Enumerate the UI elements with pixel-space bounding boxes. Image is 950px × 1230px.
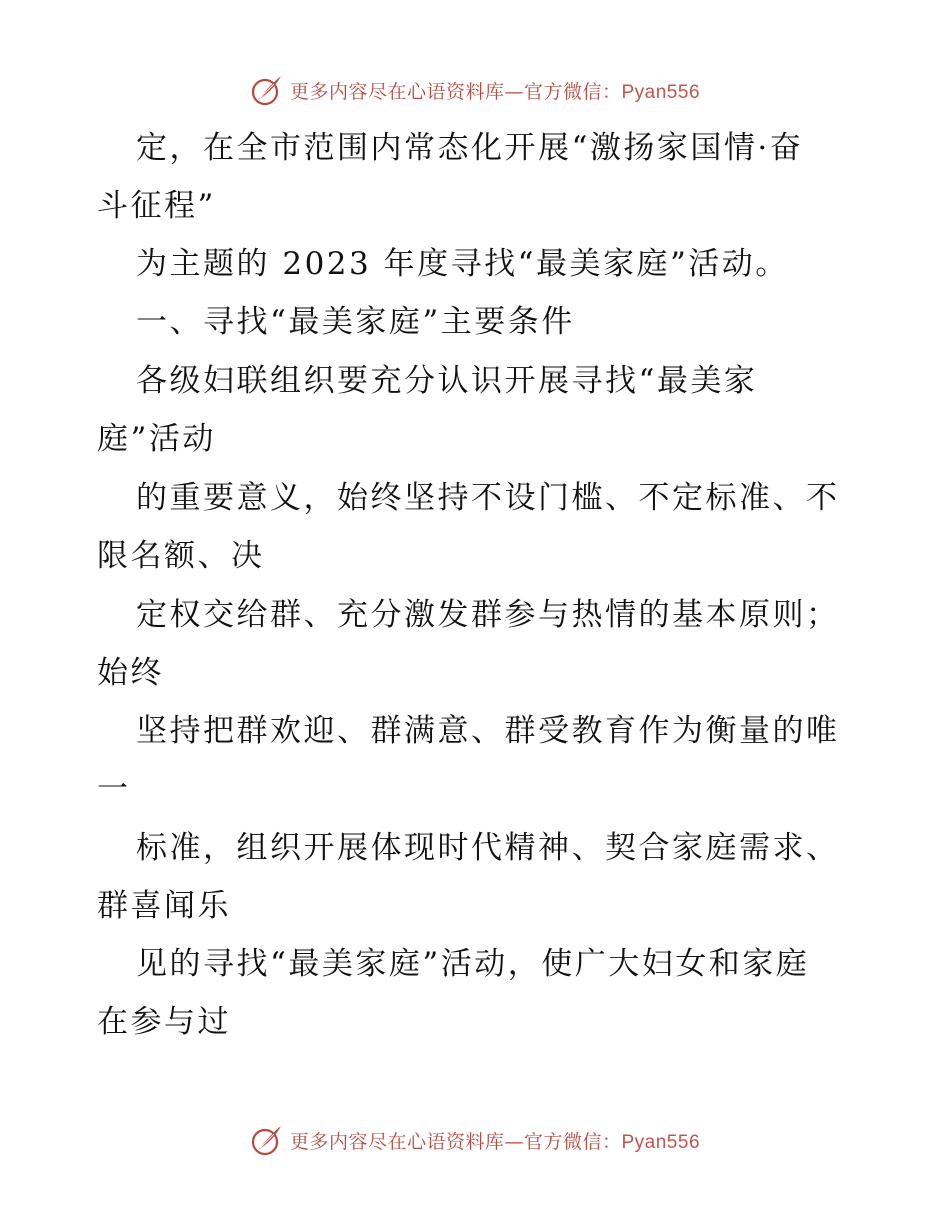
watermark-text: 更多内容尽在心语资料库—官方微信：Pyan556	[289, 80, 701, 103]
header-watermark	[0, 70, 950, 110]
body-line: 定权交给群、充分激发群参与热情的基本原则；	[136, 597, 840, 633]
feather-pen-logo-icon	[250, 1123, 284, 1157]
body-line: 为主题的 2023 年度寻找“最美家庭”活动。	[136, 246, 789, 282]
watermark-text: 更多内容尽在心语资料库—官方微信：Pyan556	[289, 1130, 701, 1153]
body-line: 坚持把群欢迎、群满意、群受教育作为衡量的唯	[136, 713, 840, 749]
body-line: 始终	[97, 655, 164, 691]
body-line: 一	[97, 771, 131, 807]
body-line: 的重要意义，始终坚持不设门槛、不定标准、不	[136, 480, 840, 516]
body-line: 庭”活动	[97, 421, 216, 457]
body-line: 各级妇联组织要充分认识开展寻找“最美家	[136, 363, 758, 399]
footer-watermark	[0, 1120, 950, 1160]
body-line: 群喜闻乐	[97, 888, 231, 924]
body-line: 斗征程”	[97, 188, 216, 224]
body-line: 定，在全市范围内常态化开展“激扬家国情·奋	[136, 130, 804, 166]
feather-pen-logo-icon	[250, 73, 284, 107]
body-line: 限名额、决	[97, 538, 265, 574]
body-line: 在参与过	[97, 1004, 231, 1040]
section-heading: 一、寻找“最美家庭”主要条件	[136, 304, 575, 340]
body-line: 见的寻找“最美家庭”活动，使广大妇女和家庭	[136, 946, 810, 982]
body-line: 标准，组织开展体现时代精神、契合家庭需求、	[136, 830, 840, 866]
